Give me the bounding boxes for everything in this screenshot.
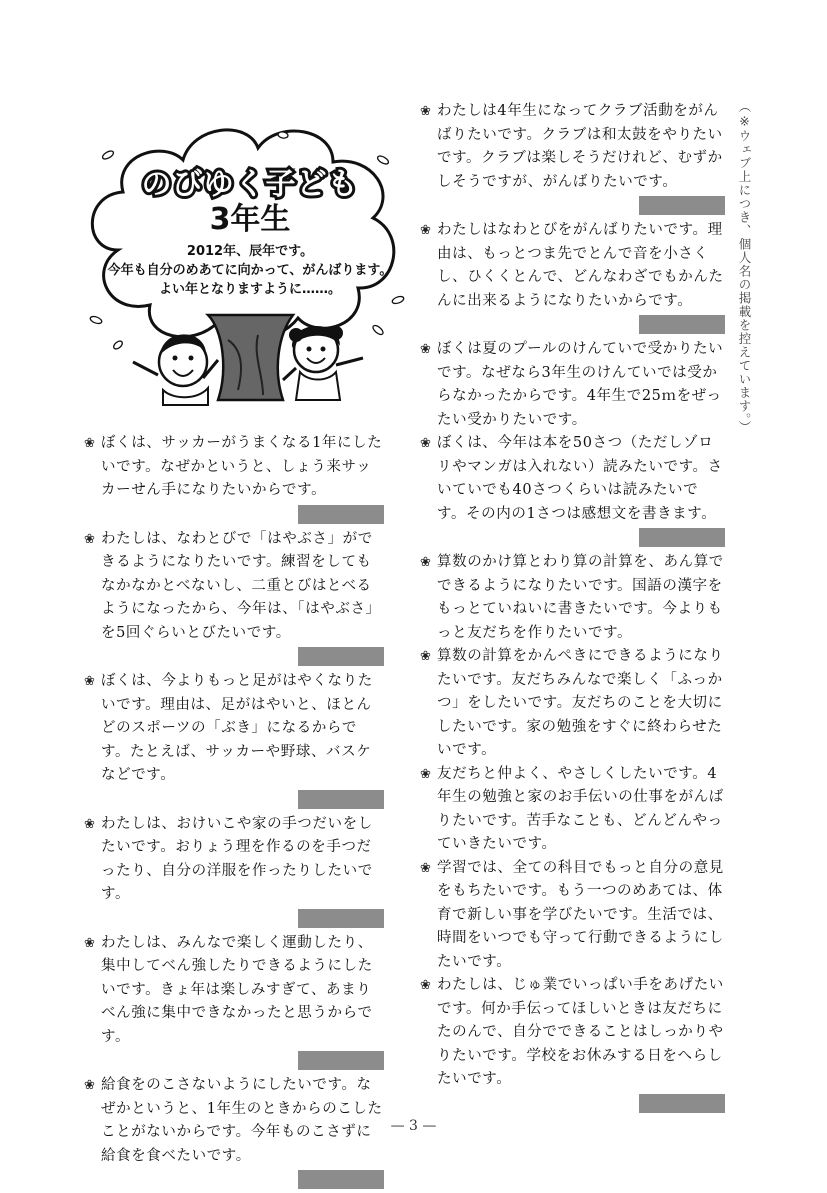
redacted-name <box>298 505 384 524</box>
intro-line: よい年となりますように……。 <box>158 282 341 297</box>
entry-text: 学習では、全ての科目でもっと自分の意見をもちたいです。もう一つのめあては、体育で新しい事を学びたいです。生活では、時間をいつでも守って行動できるようにしたいです。 <box>437 859 724 970</box>
entry-text: 算数の計算をかんぺきにできるようになりたいです。友だちみんなで楽しく「ふっかつ」をしたいです。友だちのことを大切にしたいです。家の勉強をすぐに終わらせたいです。 <box>437 648 724 758</box>
privacy-note: （※ウェブ上につき、個人名の掲載を控えています。） <box>737 100 752 434</box>
intro-text <box>100 242 400 299</box>
page-number: — 3 — <box>390 1118 437 1134</box>
flower-bullet-icon: ❀ <box>420 860 432 876</box>
entry-text: わたしは、じゅ業でいっぱい手をあげたいです。何か手伝ってほしいときは友だちにたのんで、自分でできることはしっかりやりたいです。学校をお休みする日をへらしたいです。 <box>437 977 724 1087</box>
student-entry <box>420 432 725 547</box>
student-entry <box>420 645 725 763</box>
boy-icon <box>133 334 218 405</box>
flower-bullet-icon: ❀ <box>420 649 432 664</box>
right-column <box>420 100 725 1117</box>
flower-bullet-icon: ❀ <box>420 766 432 782</box>
header-block <box>100 168 400 299</box>
entry-text: 給食をのこさないようにしたいです。なぜかというと、1年生のときからのこしたことがないからです。今年ものこさずに給食を食べたいです。 <box>101 1077 383 1164</box>
student-entry <box>420 857 725 975</box>
page-title: のびゆく子ども <box>141 167 359 202</box>
flower-bullet-icon: ❀ <box>420 555 432 570</box>
entry-text: ぼくは、今年は本を50さつ（ただしゾロリやマンガは入れない）読みたいです。さいていでも40さつくらいは読みたいです。その内の1さつは感想文を書きます。 <box>437 435 723 522</box>
entry-text: ぼくは、今よりもっと足がはやくなりたいです。理由は、足がはやいと、ほとんどのスポーツの「ぶき」になるからです。たとえば、サッカーや野球、バスケなどです。 <box>101 673 373 783</box>
student-entry <box>420 551 725 645</box>
flower-bullet-icon: ❀ <box>420 436 432 451</box>
entry-text: ぼくは、サッカーがうまくなる1年にしたいです。なぜかというと、しょう来サッカーせん手になりたいからです。 <box>101 435 383 498</box>
entry-text: わたしは、なわとびで「はやぶさ」ができるようになりたいです。練習をしてもなかなかとべないし、二重とびはとべるようになったから、今年は、「はやぶさ」を5回ぐらいとびたいです。 <box>101 530 381 641</box>
redacted-name <box>298 1051 384 1070</box>
redacted-name <box>298 647 384 666</box>
flower-bullet-icon: ❀ <box>420 104 432 119</box>
student-entry <box>420 974 725 1113</box>
redacted-name <box>298 790 384 809</box>
entry-text: わたしはなわとびをがんばりたいです。理由は、もっとつま先でとんで音を小さくし、ひくくとんで、どんなわざでもかんたんに出来るようになりたいからです。 <box>437 222 724 309</box>
flower-bullet-icon: ❀ <box>420 223 432 238</box>
redacted-name <box>639 315 725 334</box>
flower-bullet-icon: ❀ <box>420 978 432 993</box>
flower-bullet-icon: ❀ <box>84 436 96 451</box>
flower-bullet-icon: ❀ <box>84 1078 96 1093</box>
student-entry <box>84 528 384 667</box>
entry-text: わたしは、みんなで楽しく運動したり、集中してべん強したりできるようにしたいです。きょ年は楽しみすぎて、あまりべん強に集中できなかったと思うからです。 <box>101 934 373 1045</box>
grade-title: 3年生 <box>209 202 291 237</box>
student-entry <box>84 432 384 524</box>
intro-line: 今年も自分のめあてに向かって、がんばります。 <box>107 263 393 278</box>
flower-bullet-icon: ❀ <box>84 674 96 689</box>
student-entry <box>420 100 725 215</box>
redacted-name <box>639 528 725 547</box>
student-entry <box>84 813 384 928</box>
flower-bullet-icon: ❀ <box>84 935 96 951</box>
redacted-name <box>639 1094 725 1113</box>
flower-bullet-icon: ❀ <box>420 342 432 357</box>
intro-line: 2012年、辰年です。 <box>186 244 314 259</box>
redacted-name <box>298 1170 384 1189</box>
entry-text: 算数のかけ算とわり算の計算を、あん算でできるようになりたいです。国語の漢字をもっとていねいに書きたいです。今よりもっと友だちを作りたいです。 <box>437 554 724 641</box>
student-entry <box>420 219 725 334</box>
entry-text: 友だちと仲よく、やさしくしたいです。4年生の勉強と家のお手伝いの仕事をがんばりたいです。苦手なことも、どんどんやっていきたいです。 <box>437 765 724 852</box>
left-column <box>84 432 384 1193</box>
student-entry <box>84 670 384 809</box>
flower-bullet-icon: ❀ <box>84 531 96 547</box>
student-entry <box>84 932 384 1071</box>
student-entry <box>420 338 725 432</box>
student-entry <box>420 763 725 857</box>
entry-text: わたしは、おけいこや家の手つだいをしたいです。おりょう理を作るのを手つだったり、自分の洋服を作ったりしたいです。 <box>101 815 373 902</box>
redacted-name <box>298 909 384 928</box>
redacted-name <box>639 196 725 215</box>
entry-text: ぼくは夏のプールのけんていで受かりたいです。なぜなら3年生のけんていでは受からなかったからです。4年生で25ｍをぜったい受かりたいです。 <box>437 341 724 428</box>
girl-icon <box>283 326 363 400</box>
entry-text: わたしは4年生になってクラブ活動をがんばりたいです。クラブは和太鼓をやりたいです。クラブは楽しそうだけれど、むずかしそうですが、がんばりたいです。 <box>437 103 723 190</box>
flower-bullet-icon: ❀ <box>84 816 96 832</box>
